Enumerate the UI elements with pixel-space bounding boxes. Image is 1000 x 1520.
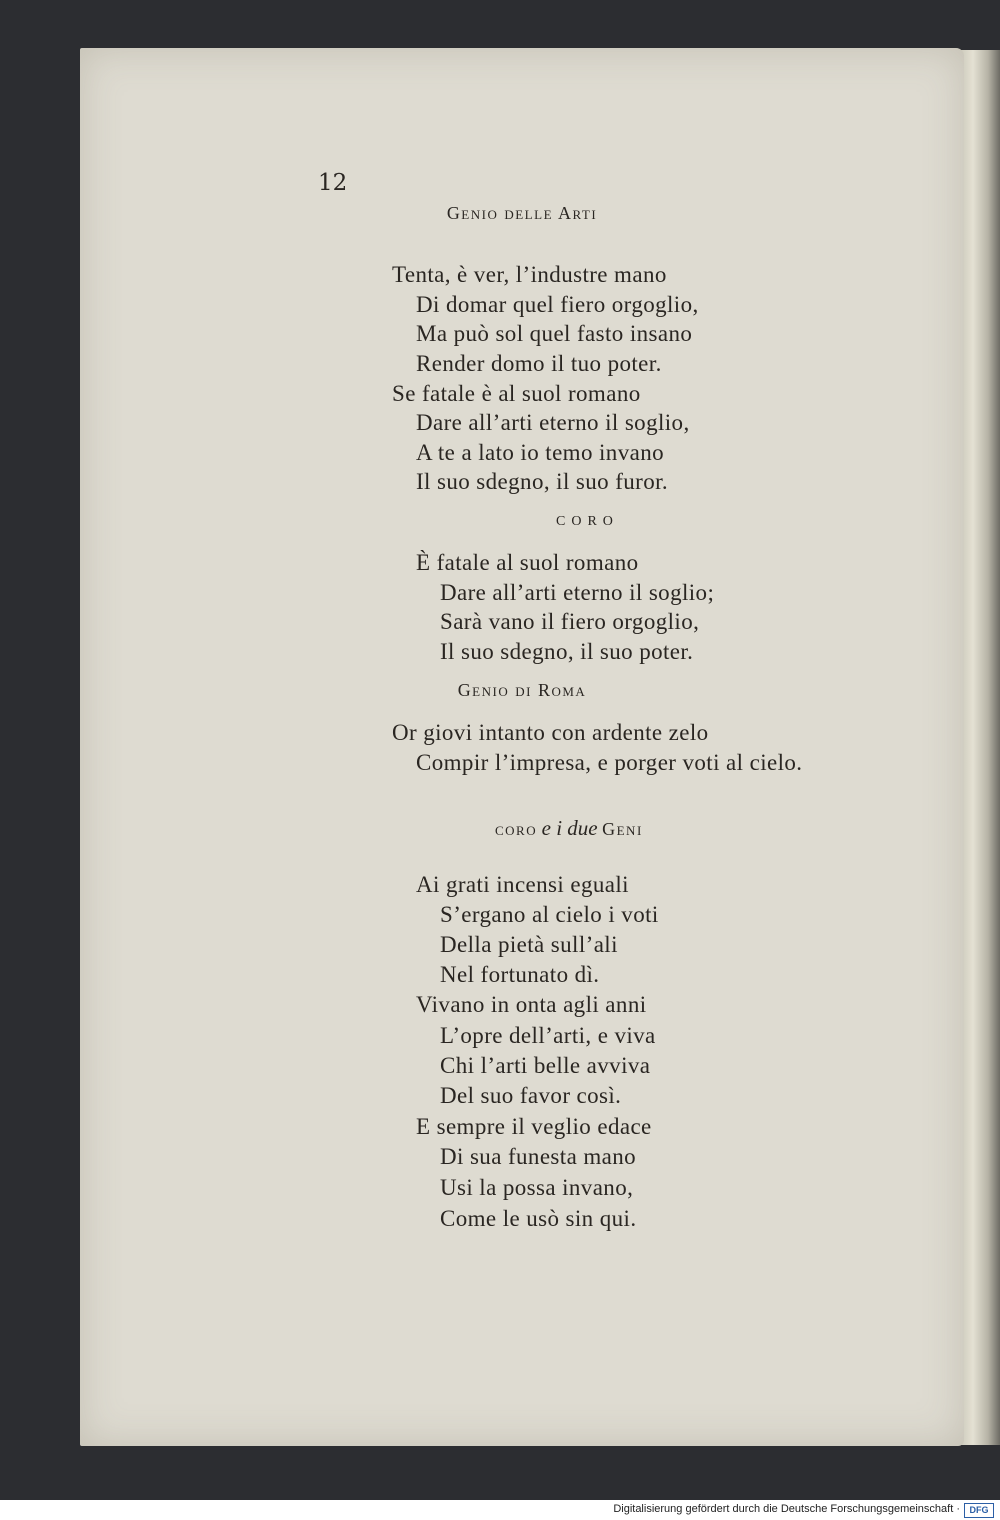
verse-line: Vivano in onta agli anni — [416, 992, 647, 1017]
verse-line: Il suo sdegno, il suo poter. — [440, 639, 694, 664]
verse-line: Di sua funesta mano — [440, 1144, 637, 1169]
verse-line: Dare all’arti eterno il soglio, — [416, 410, 690, 435]
footer-bar — [0, 1500, 1000, 1520]
verse-line: Del suo favor così. — [440, 1083, 622, 1108]
verse-line: È fatale al suol romano — [416, 550, 639, 575]
verse-line: Se fatale è al suol romano — [392, 381, 641, 406]
verse-line: Ma può sol quel fasto insano — [416, 321, 693, 346]
verse-line: Compir l’impresa, e porger voti al cielo. — [416, 750, 803, 775]
verse-line: Tenta, è ver, l’industre mano — [392, 262, 667, 287]
verse-line: S’ergano al cielo i voti — [440, 902, 659, 927]
heading-coro: CORO — [556, 514, 619, 529]
verse-line: Come le usò sin qui. — [440, 1206, 637, 1231]
verse-line: Render domo il tuo poter. — [416, 351, 662, 376]
verse-line: Dare all’arti eterno il soglio; — [440, 580, 715, 605]
heading-genio-di-roma: Genio di Roma — [457, 680, 587, 700]
heading-geni-word: Geni — [602, 819, 643, 839]
heading-genio-delle-arti: Genio delle Arti — [446, 203, 598, 223]
verse-line: Sarà vano il fiero orgoglio, — [440, 609, 700, 634]
page-number: 12 — [318, 170, 348, 196]
verse-line: Della pietà sull’ali — [440, 932, 618, 957]
verse-line: Or giovi intanto con ardente zelo — [392, 720, 709, 745]
dfg-logo: DFG — [964, 1503, 994, 1518]
heading-coro-word: coro — [495, 819, 538, 839]
verse-line: Usi la possa invano, — [440, 1175, 634, 1200]
heading-coro-e-i-due-geni — [495, 816, 643, 841]
verse-line: L’opre dell’arti, e viva — [440, 1023, 656, 1048]
verse-line: Di domar quel fiero orgoglio, — [416, 292, 699, 317]
footer-credit: Digitalisierung gefördert durch die Deutsche Forschungsgemeinschaft · — [613, 1503, 960, 1515]
verse-line: E sempre il veglio edace — [416, 1114, 652, 1139]
verse-line: A te a lato io temo invano — [416, 440, 665, 465]
book-page — [80, 48, 964, 1446]
heading-e-i-due: e i due — [541, 816, 598, 840]
verse-line: Nel fortunato dì. — [440, 962, 600, 987]
verse-line: Ai grati incensi eguali — [416, 872, 629, 897]
verse-line: Chi l’arti belle avviva — [440, 1053, 651, 1078]
verse-line: Il suo sdegno, il suo furor. — [416, 469, 669, 494]
